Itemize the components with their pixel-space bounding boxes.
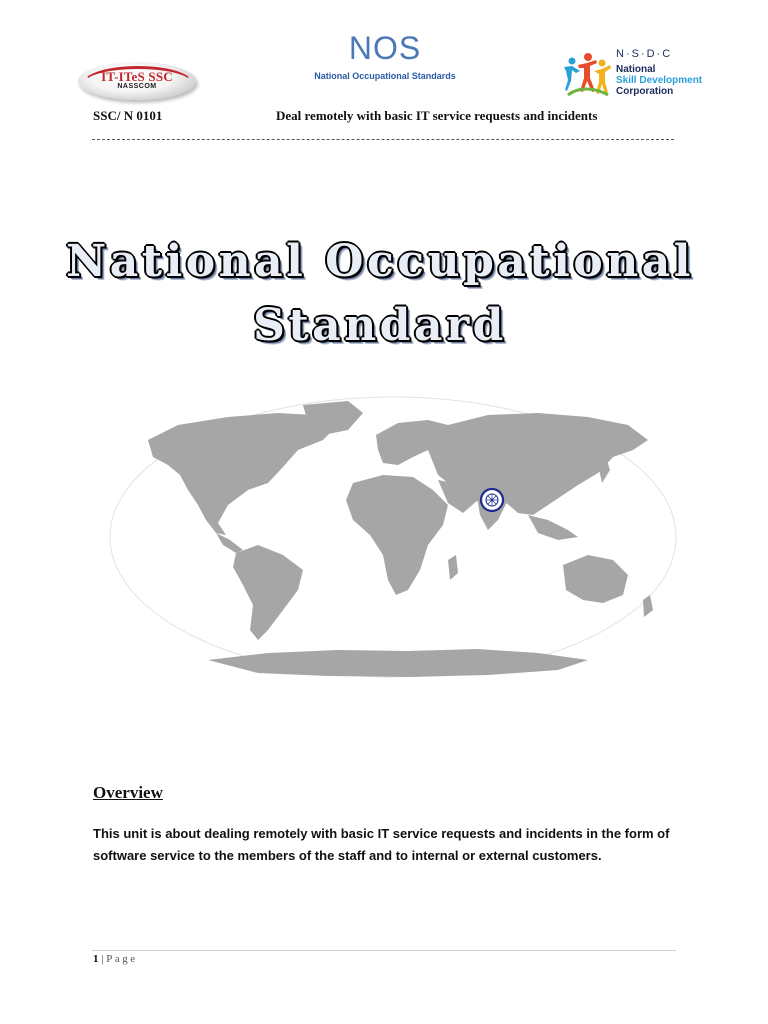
nsdc-logo (560, 45, 715, 105)
page-separator: | (98, 953, 107, 965)
nos-logo-subtitle: National Occupational Standards (314, 71, 456, 81)
page-title-line2: Standard (253, 300, 507, 351)
nos-logo-title: NOS (348, 30, 422, 66)
logo-line1: IT-ITeS SSC (101, 69, 173, 84)
overview-text: This unit is about dealing remotely with basic IT service requests and incidents in the form of software service to the members of the staff and to internal or external customers. (93, 826, 670, 863)
page-number: 1 (93, 953, 99, 965)
page-footer (93, 953, 138, 965)
ashoka-chakra-icon (481, 489, 503, 511)
overview-heading: Overview (93, 783, 163, 802)
nsdc-brand: N·S·D·C (616, 48, 673, 60)
header-divider (92, 139, 674, 140)
logo-line2: NASSCOM (117, 83, 157, 90)
page-label: Page (106, 953, 138, 965)
nsdc-line1: National (616, 64, 656, 75)
nos-logo (300, 30, 470, 82)
nsdc-figures-icon (562, 51, 612, 99)
nos-code: SSC/ N 0101 (93, 108, 163, 123)
it-ites-ssc-logo (78, 62, 196, 100)
page-title-line1: National Occupational (66, 236, 694, 287)
footer-divider (92, 950, 676, 951)
nsdc-line2: Skill Development (616, 75, 703, 86)
page-title (60, 230, 700, 358)
nsdc-line3: Corporation (616, 86, 674, 97)
world-map (108, 395, 678, 680)
unit-title: Deal remotely with basic IT service requests and incidents (276, 108, 598, 123)
